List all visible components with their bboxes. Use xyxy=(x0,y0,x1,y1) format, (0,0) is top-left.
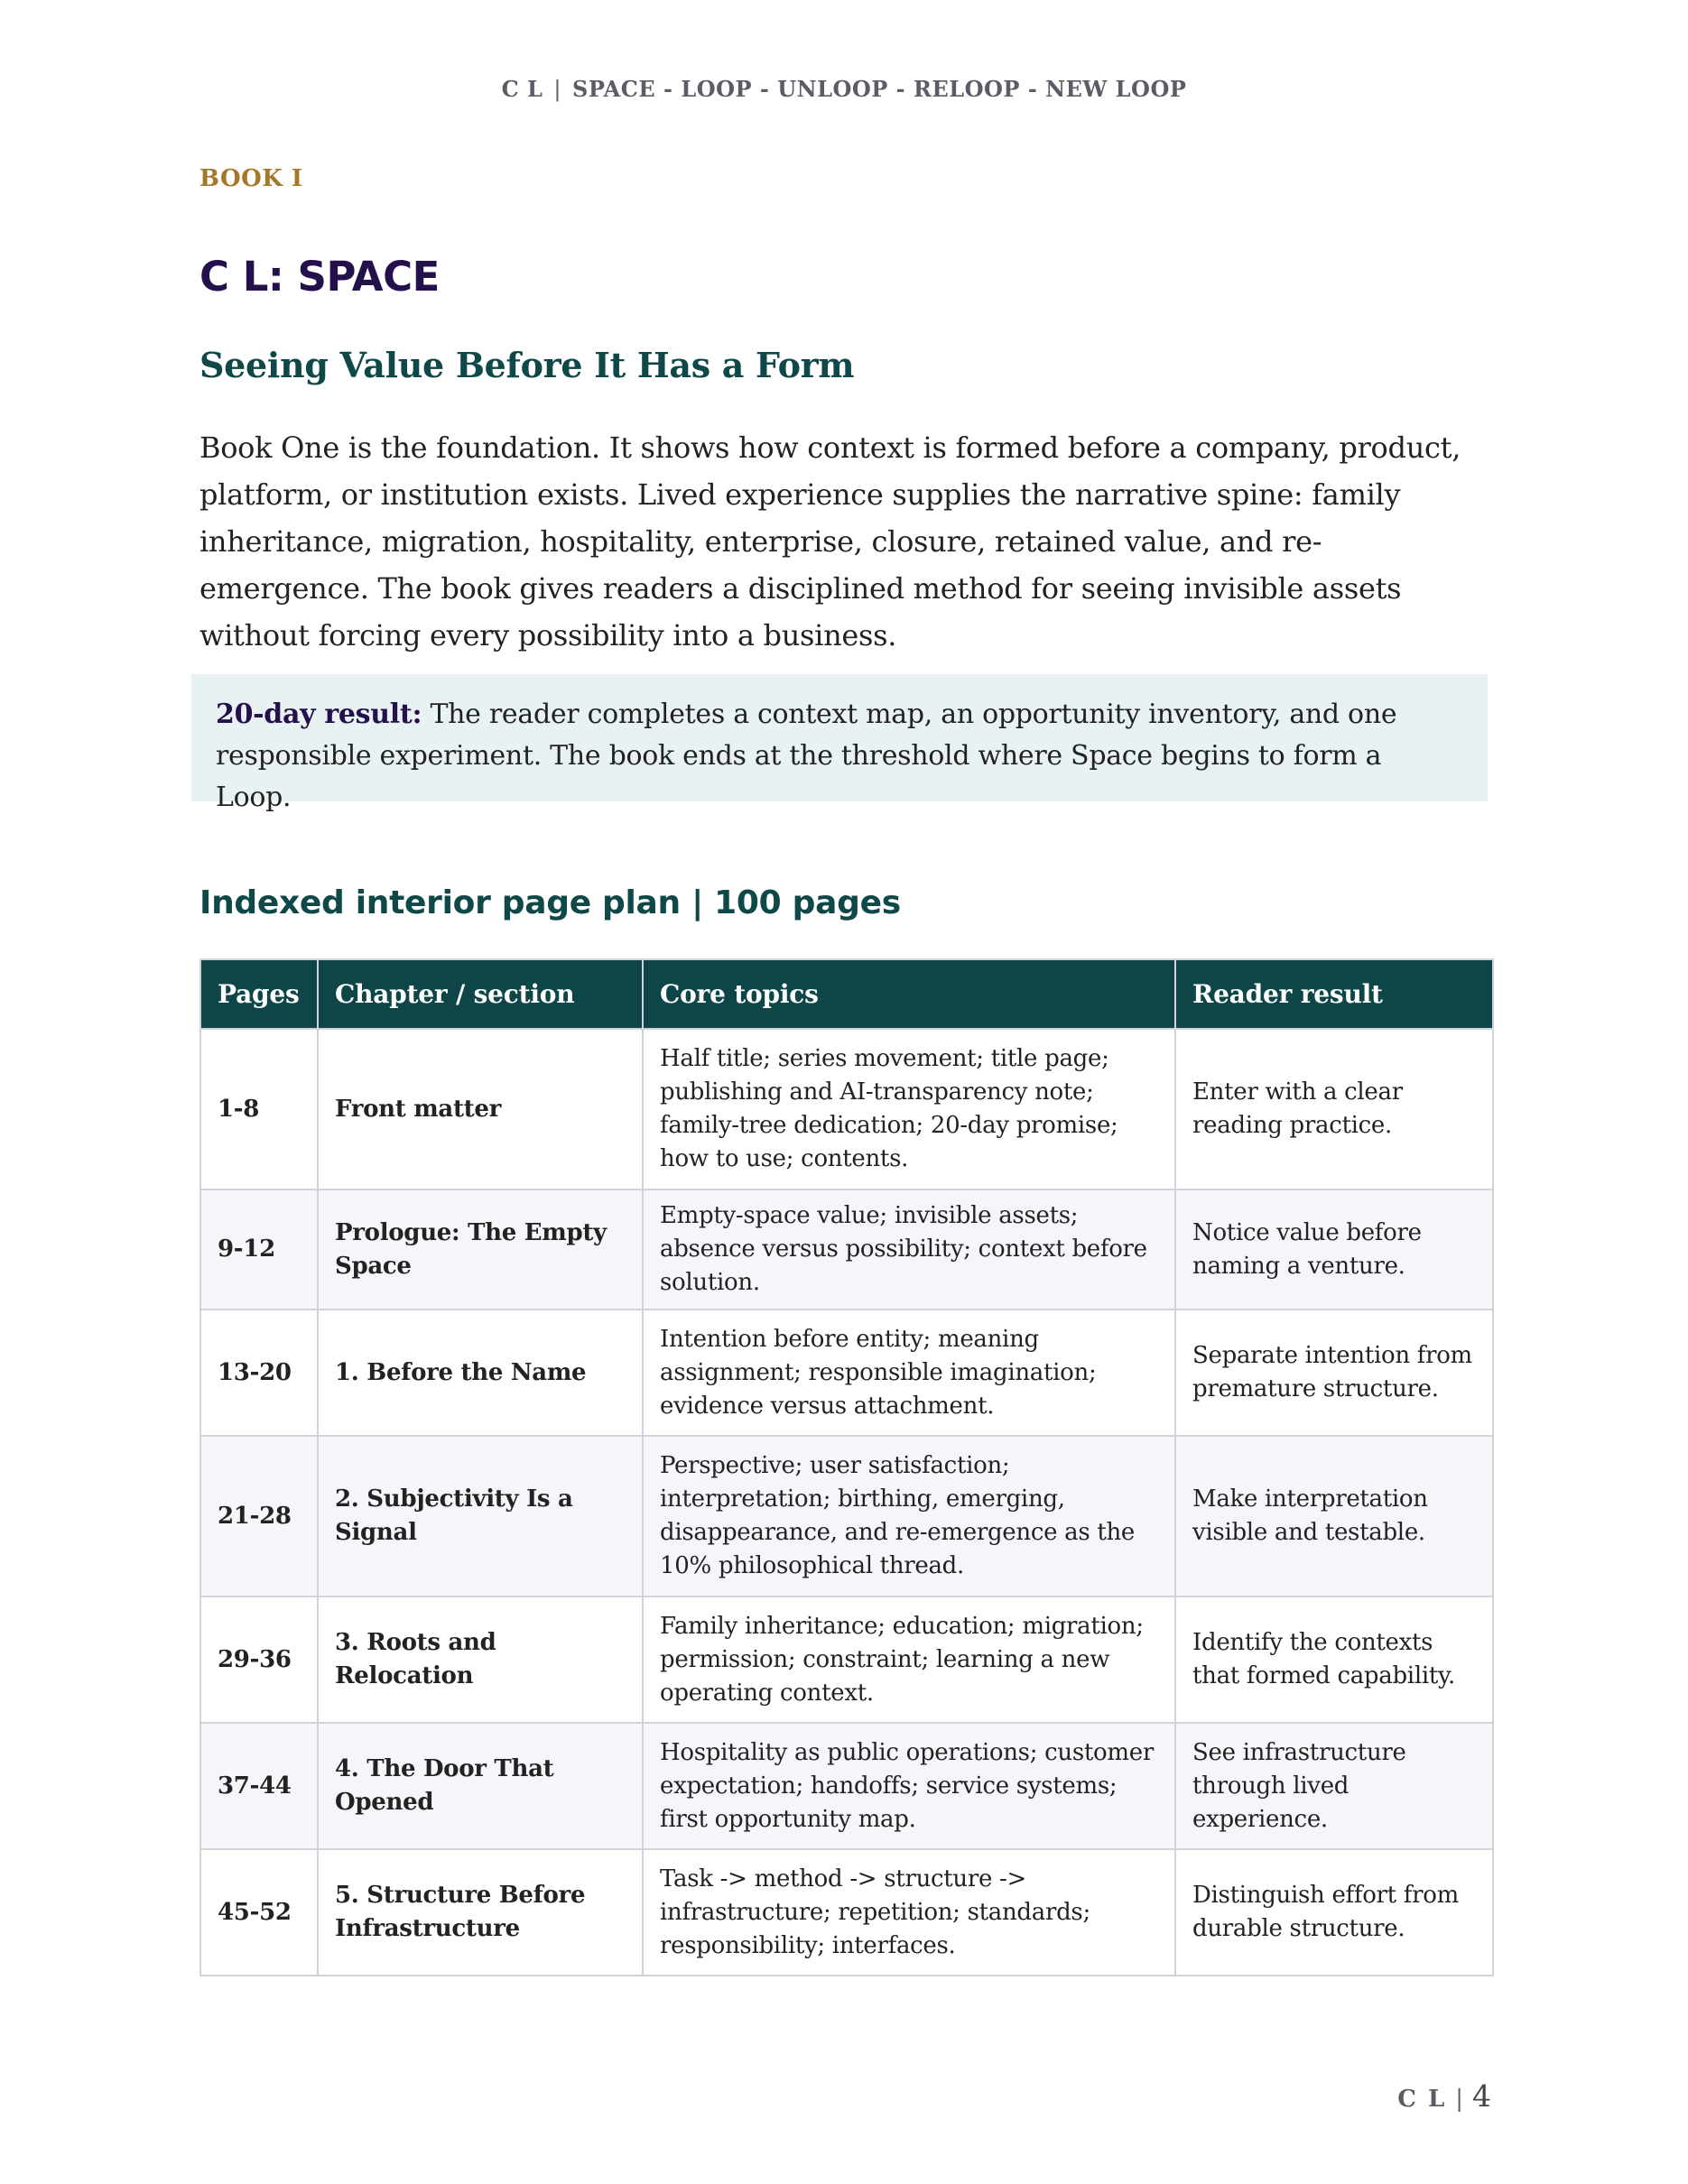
table-row xyxy=(200,1849,1493,1976)
cell-pages: 29-36 xyxy=(200,1596,318,1723)
column-header-chapter: Chapter / section xyxy=(318,959,643,1029)
table-row xyxy=(200,1723,1493,1849)
cell-chapter: Prologue: The Empty Space xyxy=(318,1189,643,1309)
cell-topics: Family inheritance; education; migration; permission; constraint; learning a new operating context. xyxy=(643,1596,1175,1723)
column-header-topics: Core topics xyxy=(643,959,1175,1029)
header-abbr: C L xyxy=(501,76,543,102)
cell-chapter: 2. Subjectivity Is a Signal xyxy=(318,1436,643,1596)
cell-pages: 21-28 xyxy=(200,1436,318,1596)
column-header-pages: Pages xyxy=(200,959,318,1029)
cell-topics: Perspective; user satisfaction; interpretation; birthing, emerging, disappearance, and re-emergence as the 10% philosophical thread. xyxy=(643,1436,1175,1596)
running-header xyxy=(0,76,1688,102)
table-header-row xyxy=(200,959,1493,1029)
cell-result: Identify the contexts that formed capability. xyxy=(1175,1596,1493,1723)
cell-result: Separate intention from premature structure. xyxy=(1175,1309,1493,1436)
cell-pages: 9-12 xyxy=(200,1189,318,1309)
result-callout xyxy=(191,674,1488,813)
cell-result: Notice value before naming a venture. xyxy=(1175,1189,1493,1309)
table-row xyxy=(200,1189,1493,1309)
column-header-result: Reader result xyxy=(1175,959,1493,1029)
book-subtitle: Seeing Value Before It Has a Form xyxy=(199,345,855,385)
cell-chapter: 3. Roots and Relocation xyxy=(318,1596,643,1723)
header-separator: | xyxy=(553,77,561,102)
cell-topics: Empty-space value; invisible assets; absence versus possibility; context before solution. xyxy=(643,1189,1175,1309)
cell-result: Distinguish effort from durable structure. xyxy=(1175,1849,1493,1976)
cell-result: Enter with a clear reading practice. xyxy=(1175,1029,1493,1189)
cell-pages: 37-44 xyxy=(200,1723,318,1849)
plan-heading: Indexed interior page plan | 100 pages xyxy=(199,884,901,921)
footer-separator: | xyxy=(1455,2086,1463,2113)
cell-pages: 1-8 xyxy=(200,1029,318,1189)
book-title: C L: SPACE xyxy=(199,253,440,301)
result-text: The reader completes a context map, an opportunity inventory, and one responsible experiment. The book ends at the threshold where Space begins to form a Loop. xyxy=(216,699,1397,813)
cell-chapter: 1. Before the Name xyxy=(318,1309,643,1436)
footer-abbr: C L xyxy=(1397,2086,1447,2113)
page-plan-table xyxy=(199,958,1494,1976)
table-row xyxy=(200,1436,1493,1596)
table-row xyxy=(200,1309,1493,1436)
cell-result: Make interpretation visible and testable. xyxy=(1175,1436,1493,1596)
table-row xyxy=(200,1029,1493,1189)
page-number: 4 xyxy=(1472,2078,1491,2114)
cell-chapter: 5. Structure Before Infrastructure xyxy=(318,1849,643,1976)
cell-chapter: 4. The Door That Opened xyxy=(318,1723,643,1849)
book-label: BOOK I xyxy=(199,165,303,192)
page-footer xyxy=(1397,2078,1491,2114)
header-series: SPACE - LOOP - UNLOOP - RELOOP - NEW LOOP xyxy=(572,76,1187,102)
cell-pages: 45-52 xyxy=(200,1849,318,1976)
cell-topics: Intention before entity; meaning assignment; responsible imagination; evidence versus attachment. xyxy=(643,1309,1175,1436)
cell-chapter: Front matter xyxy=(318,1029,643,1189)
cell-topics: Hospitality as public operations; customer expectation; handoffs; service systems; first opportunity map. xyxy=(643,1723,1175,1849)
cell-result: See infrastructure through lived experience. xyxy=(1175,1723,1493,1849)
intro-paragraph: Book One is the foundation. It shows how context is formed before a company, product, platform, or institution exists. Lived experience supplies the narrative spine: family inheritance, migration, hospitality, enterprise, closure, retained value, and re-emergence. The book gives readers a disciplined method for seeing invisible assets without forcing every possibility into a business. xyxy=(199,430,1461,652)
cell-topics: Task -> method -> structure -> infrastructure; repetition; standards; responsibility; interfaces. xyxy=(643,1849,1175,1976)
cell-topics: Half title; series movement; title page; publishing and AI-transparency note; family-tree dedication; 20-day promise; how to use; contents. xyxy=(643,1029,1175,1189)
cell-pages: 13-20 xyxy=(200,1309,318,1436)
result-lead: 20-day result: xyxy=(216,699,422,730)
table-row xyxy=(200,1596,1493,1723)
